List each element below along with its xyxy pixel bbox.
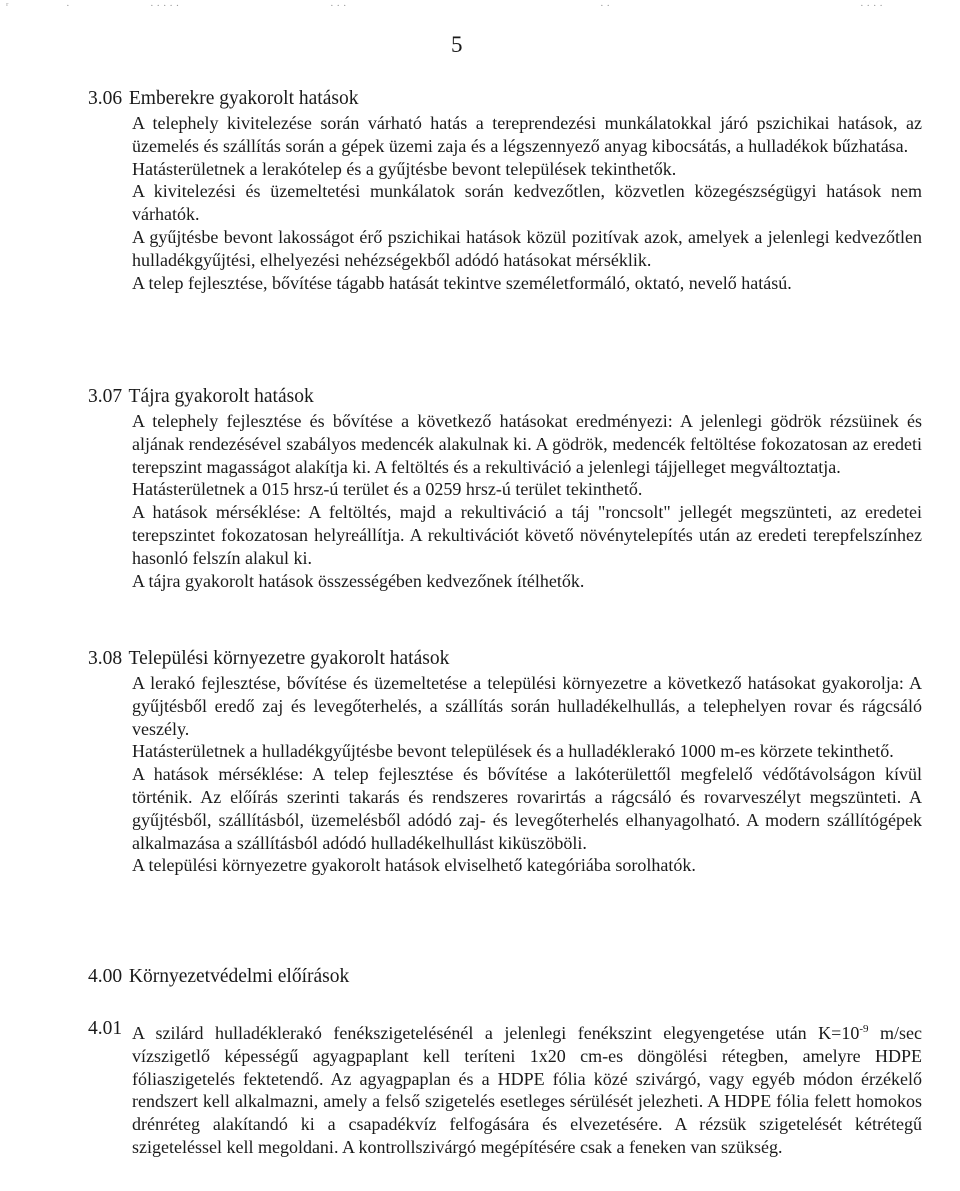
section-title: Tájra gyakorolt hatások: [128, 386, 314, 407]
scan-edge-artifacts: ʳ · · · · · · · · · · · · · · ·: [6, 0, 883, 12]
section-heading: [88, 646, 922, 672]
paragraph: A gyűjtésbe bevont lakosságot érő pszichikai hatások közül pozitívak azok, amelyek a jelenlegi kedvezőtlen hulladékgyűjtési, elhelyezési nehézségekből adódó hatásokat mérséklik.: [132, 226, 922, 270]
section-number: 4.01: [88, 1018, 123, 1039]
section-3-06: [88, 86, 922, 294]
section-heading: [88, 86, 922, 112]
section-number: 3.06: [88, 88, 123, 109]
section-number: 4.00: [88, 966, 123, 987]
section-4-01: [88, 1016, 922, 1159]
paragraph: Hatásterületnek a hulladékgyűjtésbe bevont települések és a hulladéklerakó 1000 m-es körzete tekinthető.: [132, 741, 894, 762]
section-heading: [88, 964, 922, 990]
text-after-exponent: m/sec vízszigetlő képességű agyagpaplant kell teríteni 1x20 cm-es döngölési rétegben, amelyre HDPE fóliaszigetelés fektetendő. Az agyagpaplan és a HDPE fólia közé szivárgó, vagy egyéb módon érzékelő rendszert kell alkalmazni, amely a felső szigetelés esetleges sérülését jelezheti. A HDPE fólia felett homokos drénréteg alakítandó ki a csapadékvíz felfogására és elvezetésére. A rézsük szigetelését kétrétegű szigeteléssel kell megoldani. A kontrollszivárgó megépítésére csak a feneken van szükség.: [132, 1023, 922, 1157]
paragraph: A települési környezetre gyakorolt hatások elviselhető kategóriába sorolhatók.: [132, 855, 696, 876]
paragraph: A telep fejlesztése, bővítése tágabb hatását tekintve személetformáló, oktató, nevelő hatású.: [132, 272, 792, 293]
page-number: 5: [451, 32, 463, 57]
section-number: 3.08: [88, 648, 123, 669]
section-4-00: [88, 964, 922, 990]
paragraph: A hatások mérséklése: A feltöltés, majd a rekultiváció a táj "roncsolt" jellegét megszünteti, az eredetei terepszintet fokozatosan helyreállítja. A rekultivációt követő növénytelepítés után az eredeti terepfelszínhez hasonló felszín alakul ki.: [132, 502, 922, 568]
section-body: [132, 672, 922, 877]
paragraph: Hatásterületnek a lerakótelep és a gyűjtésbe bevont települések tekinthetők.: [132, 158, 677, 179]
section-heading: [88, 384, 922, 410]
section-body: [132, 112, 922, 294]
section-3-08: [88, 646, 922, 877]
section-title: Települési környezetre gyakorolt hatások: [128, 648, 450, 669]
paragraph: [132, 1018, 922, 1159]
section-title: Környezetvédelmi előírások: [128, 966, 350, 987]
paragraph: Hatásterületnek a 015 hrsz-ú terület és a 0259 hrsz-ú terület tekinthető.: [132, 479, 643, 500]
section-3-07: [88, 384, 922, 592]
section-body: [132, 410, 922, 592]
text-before-exponent: A szilárd hulladéklerakó fenékszigetelésénél a jelenlegi fenékszint elegyengetése után K=10: [132, 1023, 860, 1043]
paragraph: A telephely kivitelezése során várható hatás a tereprendezési munkálatokkal járó pszichikai hatások, az üzemelés és szállítás során a gépek üzemi zaja és a légszennyező anyag kibocsátás, a hulladékok bűzhatása.: [132, 113, 922, 156]
paragraph: A telephely fejlesztése és bővítése a következő hatásokat eredményezi: A jelenlegi gödrök rézsüinek és aljának rendezésével szabályos medencék alakulnak ki. A gödrök, medencék feltöltése fokozatosan az eredeti terepszint magasságot alakítja ki. A feltöltés és a rekultiváció a jelenlegi tájjelleget megváltoztatja.: [132, 411, 922, 477]
paragraph: A kivitelezési és üzemeltetési munkálatok során kedvezőtlen, közvetlen közegészségügyi hatások nem várhatók.: [132, 181, 922, 225]
paragraph: A lerakó fejlesztése, bővítése és üzemeltetése a települési környezetre a következő hatásokat gyakorolja: A gyűjtésből eredő zaj és levegőterhelés, a szállítás során hulladékelhullás, a telephelyen rovar és rágcsáló veszély.: [132, 673, 922, 739]
paragraph: A tájra gyakorolt hatások összességében kedvezőnek ítélhetők.: [132, 570, 585, 591]
exponent: -9: [859, 1023, 869, 1035]
paragraph: A hatások mérséklése: A telep fejlesztése és bővítése a lakóterülettől megfelelő védőtávolságon kívül történik. Az előírás szerinti takarás és rendszeres rovarirtás a rágcsáló és rovarveszélyt megszünteti. A gyűjtésből, szállításból, üzemelésből adódó zaj- és levegőterhelés elhanyagolható. A modern szállítógépek alkalmazása a szállításból adódó hulladékelhullást kiküszöböli.: [132, 764, 922, 853]
section-body: [132, 1016, 922, 1159]
section-number: 3.07: [88, 386, 123, 407]
section-title: Emberekre gyakorolt hatások: [128, 88, 359, 109]
section-heading: [88, 1016, 124, 1042]
